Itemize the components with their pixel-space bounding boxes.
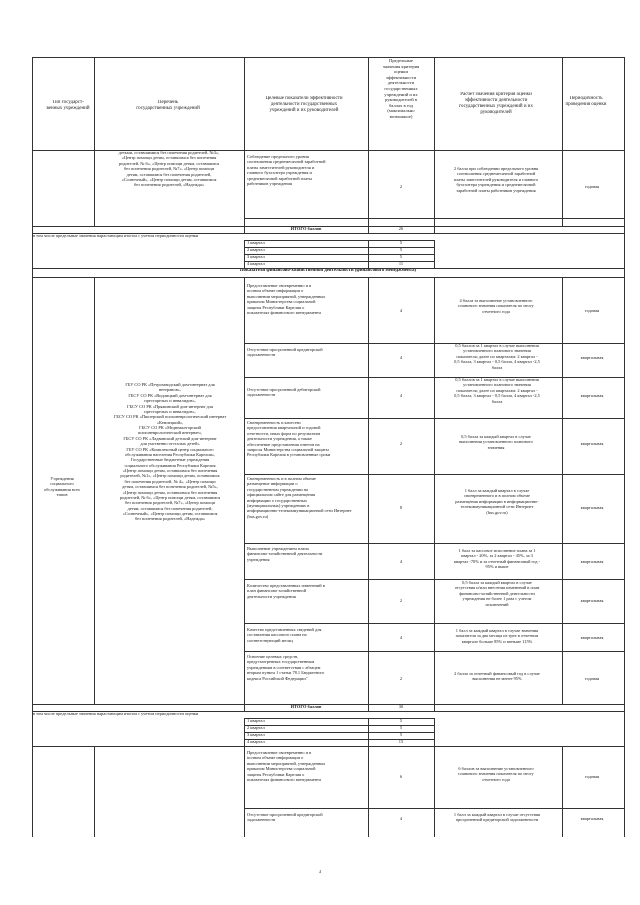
b2-indicator-2: Отсутствие просроченной дебиторской задолженности xyxy=(247,387,321,398)
header-type: Тип государст- венных учреждений xyxy=(46,100,90,112)
cumulative2-q2-label: 2 квартал xyxy=(247,725,265,730)
b3-points-0: 6 xyxy=(399,774,403,779)
cumulative2-q3-value: 5 xyxy=(399,732,403,737)
cumulative1-q4-label: 4 квартал xyxy=(247,261,265,266)
header-calculation: Расчет значения критерия оценки эффективности деятельности государственных учреждений и их руководителей xyxy=(459,92,533,116)
points-salary-ratio: 2 xyxy=(399,184,403,189)
cumulative1-q4-value: 11 xyxy=(398,261,404,266)
b2-points-6: 2 xyxy=(399,598,403,603)
cumulative2-q1-value: 5 xyxy=(399,718,403,723)
b2-indicator-3: Своевременность и качество предоставления квартальной и годовой отчетности, иных форм по результатам деятельности учреждения, а также обеспечение представления ответов на запросы Министерства социальной защиты Республики Карелия в установленные сроки xyxy=(247,420,331,458)
b2-indicator-4: Своевременность и в полном объеме размещение информации о государственном учреждении на официальном сайте для размещения информации о государственных (муниципальных) учреждениях в информационно-телекоммуникационной сети Интернет (bus.gov.ru) xyxy=(247,476,352,519)
b2-calc-1: 0,5 баллов за 1 квартал в случае выполнения установленного планового значения показателя; далее по кварталам: 2 квартал - 0,5 балла, 3 квартал - 0,5 балла, 4 квартал -2,5 балла xyxy=(454,343,540,370)
total-value-2: 30 xyxy=(398,704,404,709)
page-number: 3 xyxy=(318,870,322,875)
b2-calc-6: 0,5 балла за каждый квартал в случае отсутствия и/или внесения изменений в план финансово-хозяйственной деятельности учреждения не более 1 раза с учетом исключений xyxy=(454,580,540,607)
cumulative-label-2: в том числе предельные значения нарастающим итогом с учетом периодичности оценки xyxy=(33,711,199,716)
institutions-list-main: ГБУ СО РК «Петрозаводский дом-интернат для ветеранов», ГБСУ СО РК «Видлицкий дом-интернат для престарелых и инвалидов», ГБСУ СО РК «Пряжинский дом-интернат для престарелых и инвалидов», ГБСУ СО РК «Пяозерский психоневрологический интернат «Кемпецкий», ГБСУ СО РК «Медвежьегорский психоневрологический интернат», ГБСУ СО РК «Ладвинский детский дом-интернат для умственно отсталых детей» ГБУ СО РК «Комплексный центр социального обслуживания населения Республики Карелия», Государственные бюджетные учреждения социального обслуживания Республики Карелия «Центр помощи детям, оставшимся без попечения родителей, №1», «Центр помощи детям, оставшимся без попечения родителей, № 4», «Центр помощи детям, оставшимся без попечения родителей, №5», «Центр помощи детям, оставшимся без попечения родителей, № 6», «Центр помощи детям, оставшимся без попечения родителей, №7», «Центр помощи детям, оставшимся без попечения родителей, «Солнечный», «Центр помощи детям, оставшимся без попечения родителей, «Надежда» xyxy=(113,382,227,522)
b2-period-8: годовая xyxy=(584,676,600,681)
cumulative2-q2-value: 5 xyxy=(399,725,403,730)
b2-period-5: квартальная xyxy=(580,559,604,564)
b2-period-0: годовая xyxy=(584,308,600,313)
cumulative1-q2-value: 5 xyxy=(399,247,403,252)
header-periodicity: Периодичность проведения оценки xyxy=(565,96,607,108)
b2-calc-5: 1 балл за кассовое исполнение плана за 1 квартал - 20%, за 2 квартал - 45%, за 3 квартал -70% и за отчетный финансовый год - 95% и выше xyxy=(453,548,541,570)
cumulative2-q4-value: 15 xyxy=(398,739,404,744)
cumulative-label-1: в том числе предельные значения нарастающим итогом с учетом периодичности оценки xyxy=(33,233,199,238)
header-institutions: Перечень государственных учреждений xyxy=(136,100,200,112)
cumulative2-q1-label: 1 квартал xyxy=(247,718,265,723)
cumulative2-q3-label: 3 квартал xyxy=(247,732,265,737)
b2-indicator-8: Освоение целевых средств, предусмотренных государственным учреждениям в соответствии с абзацем вторым пункта 1 статьи 78.1 Бюджетного кодекса Российской Федерации" xyxy=(247,654,325,681)
calc-salary-ratio: 2 балла при соблюдении предельного уровня соотношения среднемесячной заработной платы заместителей руководителя и главного бухгалтера учреждения и среднемесячной заработной платы работников учреждения xyxy=(453,166,539,193)
b2-points-8: 2 xyxy=(399,676,403,681)
total-value-1: 26 xyxy=(398,226,404,231)
b2-period-7: квартальная xyxy=(580,635,604,640)
b2-points-3: 2 xyxy=(399,441,403,446)
b2-period-1: квартальная xyxy=(580,355,604,360)
b2-calc-2: 0,5 баллов за 1 квартал в случае выполнения установленного планового значения показателя; далее по кварталам: 2 квартал - 0,5 балла, 3 квартал - 0,5 балла, 4 квартал -2,5 балла xyxy=(454,377,540,404)
b2-calc-7: 1 балл за каждый квартал в случае значения показателя за два месяца из трех в отчетном квартале больше 85% и меньше 115% xyxy=(455,628,539,644)
b3-period-1: квартальная xyxy=(580,816,604,821)
b2-period-3: квартальная xyxy=(580,441,604,446)
b2-points-5: 4 xyxy=(399,559,403,564)
b2-points-2: 4 xyxy=(399,393,403,398)
b2-calc-0: 4 балла за выполнение установленного планового значения показателя по итогу отчетного года xyxy=(458,298,534,314)
b2-period-6: квартальная xyxy=(580,598,604,603)
b3-points-1: 4 xyxy=(399,816,403,821)
total-label-2: ИТОГО баллов xyxy=(290,704,322,709)
cumulative1-q1-value: 5 xyxy=(399,240,403,245)
header-max-points: Предельные значения критерия оценки эффективности деятельности государственных учреждений и их руководителей в баллах в год (максимально возможное) xyxy=(382,58,420,119)
b2-indicator-5: Выполнение учреждением плана финансово-хозяйственной деятельности учреждения xyxy=(247,546,323,562)
cumulative1-q3-value: 5 xyxy=(399,254,403,259)
b2-indicator-6: Количество представленных изменений в план финансово-хозяйственной деятельности учреждения xyxy=(247,583,325,599)
b2-indicator-1: Отсутствие просроченной кредиторской задолженности xyxy=(247,347,323,358)
cumulative1-q2-label: 2 квартал xyxy=(247,247,265,252)
b2-period-2: квартальная xyxy=(580,393,604,398)
period-salary-ratio: годовая xyxy=(584,184,600,189)
b3-period-0: годовая xyxy=(584,774,600,779)
cumulative1-q3-label: 3 квартал xyxy=(247,254,265,259)
b3-indicator-0: Предоставление своевременно и в полном объеме информации о выполнении мероприятий, утвержденных приказом Министерства социальной защиты Республики Карелия о показателях финансового менеджмента xyxy=(247,750,326,782)
b3-indicator-1: Отсутствие просроченной кредиторской задолженности xyxy=(247,812,323,823)
b2-points-0: 4 xyxy=(399,308,403,313)
section-title: Показатели финансово-хозяйственной деятельности (финансового менеджмента) xyxy=(239,268,417,273)
b2-calc-4: 1 балл за каждый квартал в случае своевременного и в полном объеме размещения информации в информационно- телекоммуникационной сети Интернет (bus.gov.ru) xyxy=(455,488,539,515)
cumulative1-q1-label: 1 квартал xyxy=(247,240,265,245)
total-label-1: ИТОГО баллов xyxy=(290,226,322,231)
cumulative2-q4-label: 4 квартал xyxy=(247,739,265,744)
header-indicators: Целевые показатели эффективности деятельности государственных учреждений и их руководителей xyxy=(265,96,343,114)
b2-points-4: 8 xyxy=(399,505,403,510)
b3-calc-0: 6 баллов за выполнение установленного планового значения показателя по итогу отчетного года xyxy=(458,766,534,782)
institution-type: Учреждения социального обслуживания всех типов xyxy=(43,476,80,498)
b2-indicator-7: Качество представленных сведений для составления кассового плана на соответствующий месяц xyxy=(247,627,322,643)
indicator-salary-ratio: Соблюдение предельного уровня соотношения среднемесячной заработной платы заместителей руководителя и главного бухгалтера учреждения и среднемесячной заработной платы работников учреждения xyxy=(247,154,326,186)
b2-points-1: 4 xyxy=(399,355,403,360)
b2-indicator-0: Предоставление своевременно и в полном объеме информации о выполнении мероприятий, утвержденных приказом Министерства социальной защиты Республики Карелия о показателях финансового менеджмента xyxy=(247,283,326,315)
b3-calc-1: 1 балл за каждый квартал в случае отсутствия просроченной кредиторской задолженности xyxy=(453,812,541,823)
b2-calc-8: 2 балла за отчетный финансовый год в случае выполнения не менее 95% xyxy=(454,671,540,682)
institutions-list-top: детьми, оставшимися без попечения родителей, №3», «Центр помощи детям, оставшимся без попечения родителей, № 6», «Центр помощи детям, оставшимся без попечения родителей, №7», «Центр помощи детям, оставшимся без попечения родителей, «Солнечный», «Центр помощи детям, оставшимся без попечения родителей, «Надежда» xyxy=(118,150,220,188)
b2-calc-3: 0,5 балла за каждый квартал в случае выполнения установленного планового значения xyxy=(459,434,533,450)
b2-period-4: квартальная xyxy=(580,505,604,510)
b2-points-7: 4 xyxy=(399,635,403,640)
